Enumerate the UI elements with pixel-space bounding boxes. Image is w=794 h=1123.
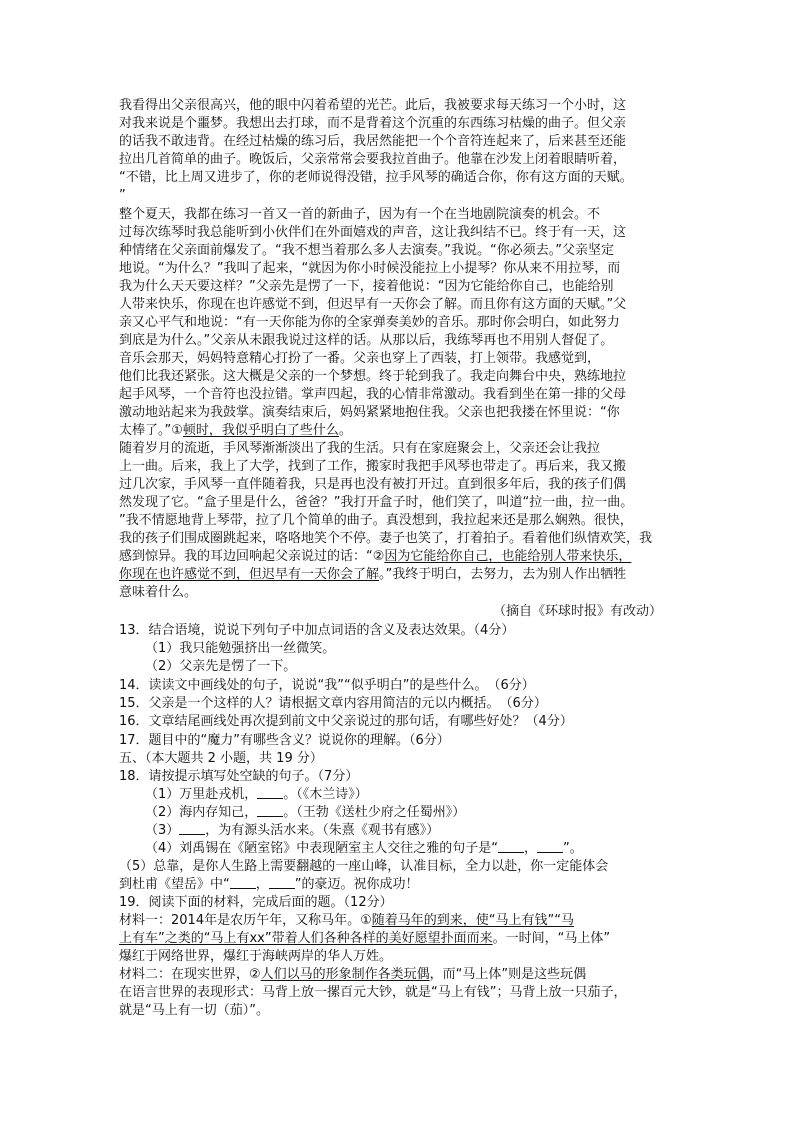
question-line <box>119 894 393 912</box>
question-line <box>119 948 392 966</box>
passage-line <box>119 404 620 422</box>
text-segment: 整个夏天，我都在练习一首又一首的新曲子，因为有一个在当地剧院演奏的机会。不 <box>119 207 601 222</box>
passage-line <box>119 584 197 602</box>
passage-line <box>119 260 620 278</box>
text-segment: 地说。“为什么？”我叫了起来，“就因为你小时候没能拉上小提琴？你从来不用拉琴，而 <box>119 261 621 276</box>
question-line <box>119 858 608 876</box>
underlined-sentence: 人们以马的形象制作各类玩偶 <box>260 967 430 982</box>
text-segment: （1）我只能勉强挤出一丝微笑。 <box>145 641 336 656</box>
fill-in-blank <box>498 840 524 853</box>
text-segment: 随着岁月的流逝，手风琴渐渐淡出了我的生活。只有在家庭聚会上，父亲还会让我拉 <box>119 441 601 456</box>
text-segment: 种情绪在父亲面前爆发了。“我不想当着那么多人去演奏。”我说。“你必须去。”父亲坚定 <box>119 243 614 258</box>
underlined-sentence: 你现在也许感觉不到，但迟早有一天你会了解 <box>119 567 380 582</box>
text-segment: ， <box>255 877 269 892</box>
text-segment: 13．结合语境，说说下列句子中加点词语的含义及表达效果。（4分） <box>119 623 515 638</box>
underlined-sentence: 随着马年的到来，使“马上有钱”“马 <box>371 913 574 928</box>
text-segment: 材料二：在现实世界，② <box>119 967 261 982</box>
question-line <box>119 622 514 640</box>
passage-line <box>119 368 626 386</box>
passage-line <box>119 386 626 404</box>
question-line <box>119 984 626 1002</box>
question-line <box>119 768 358 786</box>
text-segment: 在语言世界的表现形式：马背上放一摞百元大钞，就是“马上有钱”；马背上放一只茄子， <box>119 985 627 1000</box>
text-segment: 起手风琴，一个音符也没拉错。掌声四起，我的心情非常激动。我看到坐在第一排的父母 <box>119 387 627 402</box>
passage-line <box>119 422 352 440</box>
fill-in-blank <box>179 822 205 835</box>
text-segment: （3） <box>145 823 180 838</box>
text-segment: 过每次练琴时我总能听到小伙伴们在外面嬉戏的声音，这让我纠结不已。终于有一天，这 <box>119 225 627 240</box>
text-segment: 感到惊异。我的耳边回响起父亲说过的话：“② <box>119 549 385 564</box>
text-segment: ”。 <box>563 841 583 856</box>
fill-in-blank <box>257 804 283 817</box>
text-segment: （4）刘禹锡在《陋室铭》中表现陋室主人交往之雅的句子是“ <box>145 841 499 856</box>
underlined-sentence: 顿时，我似乎明白了些什么 <box>182 423 339 438</box>
text-segment: 五、（本大题共 2 小题，共 19 分） <box>119 751 323 766</box>
text-segment: 上一曲。后来，我上了大学，找到了工作，搬家时我把手风琴也带走了。再后来，我又搬 <box>119 459 627 474</box>
question-line <box>119 1002 269 1020</box>
text-segment: ” <box>119 188 126 203</box>
text-segment: ，而“马上体”则是这些玩偶 <box>429 967 587 982</box>
fill-in-blank <box>257 786 283 799</box>
text-segment: 14．读读文中画线处的句子，说说“我”“似乎明白”的是些什么。 （6分） <box>119 678 535 693</box>
passage-line <box>119 566 626 584</box>
passage-line <box>119 187 126 205</box>
fill-in-blank <box>230 876 256 889</box>
text-segment: 。一时间，“马上体” <box>492 931 611 946</box>
text-segment: 拉出几首简单的曲子。晚饭后，父亲常常会要我拉首曲子。他靠在沙发上闭着眼睛听着， <box>119 152 627 167</box>
text-segment: 到底是为什么。”父亲从未跟我说过这样的话。从那以后，我练琴再也不用别人督促了。 <box>119 333 614 348</box>
question-line <box>119 695 547 713</box>
text-segment: 的话我不敢违背。在经过枯燥的练习后，我居然能把一个个音符连起来了，后来甚至还能 <box>119 134 627 149</box>
question-line <box>119 966 586 984</box>
question-line <box>145 822 439 840</box>
passage-line <box>119 115 626 133</box>
text-segment: 过几次家，手风琴一直伴随着我，只是再也没有被打开过。直到很多年后，我的孩子们偶 <box>119 477 627 492</box>
text-segment: 亲又心平气和地说：“有一天你能为你的全家弹奏美妙的音乐。那时你会明白，如此努力 <box>119 315 620 330</box>
passage-line <box>119 332 613 350</box>
passage-line <box>119 296 626 314</box>
passage-line <box>119 476 626 494</box>
text-segment: ，为有源头活水来。（朱熹《观书有感》） <box>205 823 440 838</box>
text-segment: 。（《木兰诗》） <box>283 787 368 802</box>
question-line <box>119 732 450 750</box>
text-segment: （5）总靠，是你人生路上需要翻越的一座山峰，认准目标，全力以赴，你一定能体会 <box>119 859 609 874</box>
fill-in-blank <box>537 840 563 853</box>
text-segment: 他们比我还紧张。这大概是父亲的一个梦想。终于轮到我了。我走向舞台中央，熟练地拉 <box>119 369 627 384</box>
text-segment: 我为什么天天要这样？”父亲先是愣了一下，接着他说：“因为它能给你自己，也能给别 <box>119 279 614 294</box>
text-segment: （1）万里赴戎机， <box>145 787 258 802</box>
text-segment: （2）父亲先是愣了一下。 <box>145 659 297 674</box>
text-segment: 17．题目中的“魔力”有哪些含义？说说你的理解。（6分） <box>119 733 450 748</box>
text-segment: 。 <box>338 423 352 438</box>
text-segment: （摘自《环球时报》有改动） <box>493 604 663 619</box>
text-segment: 。（王勃《送杜少府之任蜀州》） <box>283 805 466 820</box>
text-segment: 。”我终于明白，去努力，去为别人作出牺牲 <box>379 567 627 582</box>
passage-line <box>119 278 613 296</box>
question-line <box>119 876 419 894</box>
text-segment: 18．请按提示填写处空缺的句子。（7分） <box>119 769 359 784</box>
fill-in-blank <box>269 876 295 889</box>
passage-line <box>119 530 652 548</box>
source-citation <box>493 603 662 621</box>
question-line <box>119 713 573 731</box>
question-line <box>145 804 465 822</box>
text-segment: 19．阅读下面的材料，完成后面的题。（12分） <box>119 895 393 910</box>
passage-line <box>119 350 600 368</box>
question-line <box>119 912 574 930</box>
passage-line <box>119 206 600 224</box>
text-segment: 到杜甫《望岳》中“ <box>119 877 230 892</box>
passage-line <box>119 548 631 566</box>
passage-line <box>119 151 626 169</box>
question-line <box>145 840 583 858</box>
text-segment: 爆红于网络世界，爆红于海峡两岸的华人万姓。 <box>119 949 393 964</box>
question-line <box>119 930 610 948</box>
text-segment: ”我不情愿地背上琴带，拉了几个简单的曲子。真没想到，我拉起来还是那么娴熟。很快， <box>119 513 633 528</box>
passage-line <box>119 133 626 151</box>
text-segment: 对我来说是个噩梦。我想出去打球，而不是背着这个沉重的东西练习枯燥的曲子。但父亲 <box>119 116 627 131</box>
text-segment: 人带来快乐，你现在也许感觉不到，但迟早有一天你会了解。而且你有这方面的天赋。”父 <box>119 297 627 312</box>
text-segment: ”的豪迈。祝你成功！ <box>294 877 419 892</box>
underlined-sentence: 因为它能给你自己，也能给别人带来快乐， <box>384 549 632 564</box>
question-line <box>145 640 335 658</box>
text-segment: 15．父亲是一个这样的人？请根据文章内容用简洁的元以内概括。 （6分） <box>119 696 547 711</box>
passage-line <box>119 512 633 530</box>
question-line <box>119 677 535 695</box>
passage-line <box>119 458 626 476</box>
underlined-sentence: 上有车”之类的“马上有xx”带着人们各种各样的美好愿望扑面而来 <box>119 931 493 946</box>
passage-line <box>119 169 633 187</box>
text-segment: 我看得出父亲很高兴，他的眼中闪着希望的光芒。此后，我被要求每天练习一个小时，这 <box>119 98 627 113</box>
passage-line <box>119 494 633 512</box>
text-segment: “不错，比上周又进步了，你的老师说得没错，拉手风琴的确适合你，你有这方面的天赋。 <box>119 170 633 185</box>
text-segment: 然发现了它。“盒子里是什么，爸爸？”我打开盒子时，他们笑了，叫道“拉一曲，拉一曲。 <box>119 495 634 510</box>
text-segment: 音乐会那天，妈妈特意精心打扮了一番。父亲也穿上了西装，打上领带。我感觉到， <box>119 351 601 366</box>
text-segment: 意味着什么。 <box>119 585 198 600</box>
passage-line <box>119 242 614 260</box>
text-segment: 太棒了。”① <box>119 423 183 438</box>
text-segment: 材料一：2014年是农历午年，又称马年。① <box>119 913 372 928</box>
text-segment: 16．文章结尾画线处再次提到前文中父亲说过的那句话，有哪些好处？（4分） <box>119 714 573 729</box>
text-segment: 就是“马上有一切（茄）”。 <box>119 1003 269 1018</box>
text-segment: （2）海内存知己， <box>145 805 258 820</box>
passage-line <box>119 97 626 115</box>
text-segment: 激动地站起来为我鼓掌。演奏结束后，妈妈紧紧地抱住我。父亲也把我搂在怀里说：“你 <box>119 405 620 420</box>
question-line <box>119 750 323 768</box>
question-line <box>145 786 368 804</box>
question-line <box>145 658 296 676</box>
text-segment: ， <box>524 841 538 856</box>
passage-line <box>119 224 626 242</box>
passage-line <box>119 314 620 332</box>
text-segment: 我的孩子们围成圈跳起来，咯咯地笑个不停。妻子也笑了，打着拍子。看着他们纵情欢笑，我 <box>119 531 653 546</box>
passage-line <box>119 440 600 458</box>
